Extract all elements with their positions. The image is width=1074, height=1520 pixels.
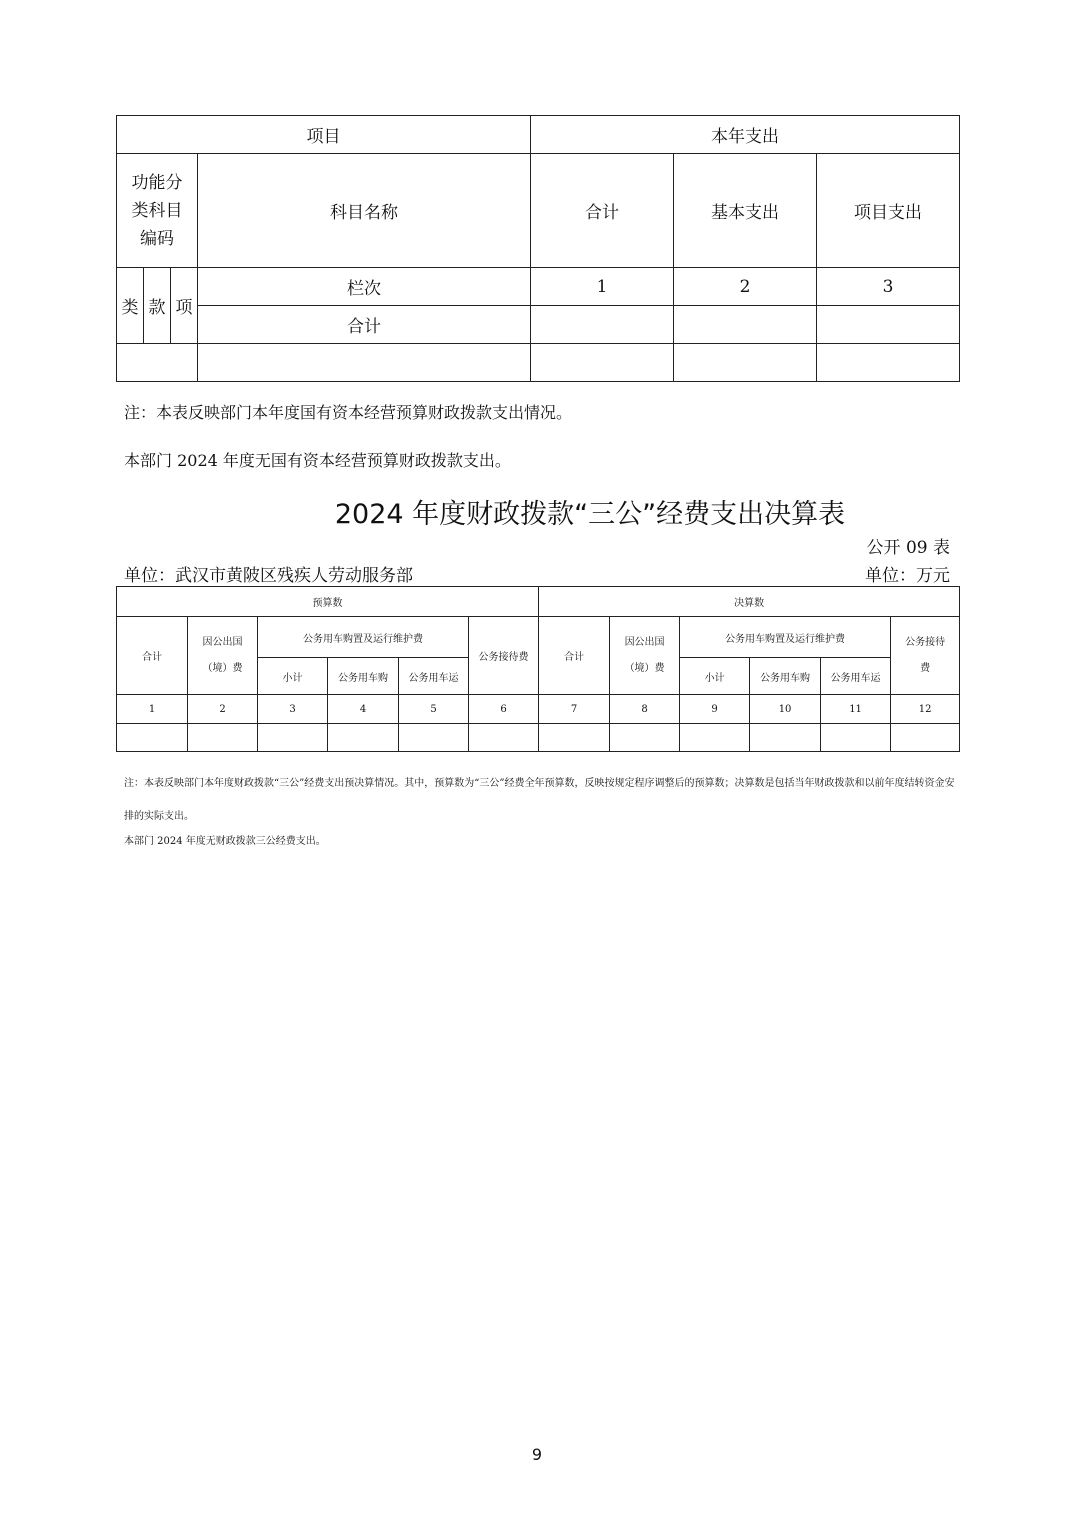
value-cell: [680, 724, 750, 752]
value-cell: [117, 724, 188, 752]
total-header: 合计: [531, 154, 674, 268]
state-capital-expense-table: [116, 115, 960, 382]
reception-line: 费: [920, 662, 931, 674]
project-expense-header: 项目支出: [817, 154, 960, 268]
column-number: 2: [188, 695, 258, 724]
total-row-cell: [674, 306, 817, 344]
value-cell: [750, 724, 821, 752]
header-current-year: 本年支出: [531, 116, 960, 154]
final-abroad-header: [610, 617, 680, 695]
table2-statement: 本部门 2024 年度无财政拨款三公经费支出。: [124, 836, 326, 847]
func-code-line: 类科目: [131, 200, 183, 221]
table2-note: 注：本表反映部门本年度财政拨款“三公”经费支出预决算情况。其中，预算数为“三公”经费全年预算数，反映按规定程序调整后的预算数；决算数是包括当年财政拨款和以前年度结转资金安排的实际支出。: [124, 778, 955, 822]
empty-cell: [674, 344, 817, 382]
budget-total-header: 合计: [117, 617, 188, 695]
budget-header: 预算数: [117, 587, 539, 617]
final-vehicle-operation-header: 公务用车运: [821, 658, 891, 695]
abroad-line: （境）费: [202, 662, 243, 674]
column-number: 4: [328, 695, 399, 724]
empty-cell: [117, 344, 198, 382]
column-no-3: 3: [817, 268, 960, 306]
budget-vehicle-purchase-header: 公务用车购: [328, 658, 399, 695]
total-row-cell: [817, 306, 960, 344]
subject-name-header: 科目名称: [198, 154, 531, 268]
column-number: 10: [750, 695, 821, 724]
column-number: 7: [539, 695, 610, 724]
category-header: 类: [117, 268, 144, 344]
three-public-expense-table: [116, 586, 960, 752]
abroad-line: 因公出国: [202, 636, 243, 648]
value-cell: [891, 724, 960, 752]
table-number: 公开 09 表: [866, 538, 950, 558]
table1-statement: 本部门 2024 年度无国有资本经营预算财政拨款支出。: [124, 451, 511, 470]
value-cell: [258, 724, 328, 752]
column-number: 12: [891, 695, 960, 724]
page-title: 2024 年度财政拨款“三公”经费支出决算表: [334, 499, 846, 530]
column-no-label: 栏次: [198, 268, 531, 306]
item-header: 项: [171, 268, 198, 344]
value-cell: [469, 724, 539, 752]
column-number: 3: [258, 695, 328, 724]
final-vehicle-group-header: 公务用车购置及运行维护费: [680, 617, 891, 658]
column-number: 5: [399, 695, 469, 724]
value-cell: [539, 724, 610, 752]
empty-cell: [817, 344, 960, 382]
func-code-header: [117, 154, 198, 268]
section-header: 款: [144, 268, 171, 344]
budget-subtotal-header: 小计: [258, 658, 328, 695]
page-number: 9: [531, 1445, 543, 1464]
final-vehicle-purchase-header: 公务用车购: [750, 658, 821, 695]
budget-vehicle-group-header: 公务用车购置及运行维护费: [258, 617, 469, 658]
final-reception-header: [891, 617, 960, 695]
func-code-line: 功能分: [131, 172, 183, 193]
column-number: 1: [117, 695, 188, 724]
header-item: 项目: [117, 116, 531, 154]
abroad-line: （境）费: [624, 662, 665, 674]
value-cell: [328, 724, 399, 752]
value-cell: [821, 724, 891, 752]
budget-abroad-header: [188, 617, 258, 695]
final-subtotal-header: 小计: [680, 658, 750, 695]
final-header: 决算数: [539, 587, 960, 617]
total-row-label: 合计: [198, 306, 531, 344]
column-no-1: 1: [531, 268, 674, 306]
column-number: 8: [610, 695, 680, 724]
abroad-line: 因公出国: [624, 636, 665, 648]
empty-cell: [198, 344, 531, 382]
func-code-line: 编码: [140, 228, 174, 249]
unit-organization: 单位：武汉市黄陂区残疾人劳动服务部: [124, 566, 413, 586]
unit-currency: 单位：万元: [865, 566, 950, 586]
column-number: 11: [821, 695, 891, 724]
budget-vehicle-operation-header: 公务用车运: [399, 658, 469, 695]
total-row-cell: [531, 306, 674, 344]
reception-line: 公务接待: [905, 636, 946, 648]
basic-expense-header: 基本支出: [674, 154, 817, 268]
final-total-header: 合计: [539, 617, 610, 695]
value-cell: [610, 724, 680, 752]
column-number: 9: [680, 695, 750, 724]
column-number: 6: [469, 695, 539, 724]
empty-cell: [531, 344, 674, 382]
column-no-2: 2: [674, 268, 817, 306]
budget-reception-header: 公务接待费: [469, 617, 539, 695]
value-cell: [399, 724, 469, 752]
table1-note: 注：本表反映部门本年度国有资本经营预算财政拨款支出情况。: [124, 403, 573, 422]
value-cell: [188, 724, 258, 752]
